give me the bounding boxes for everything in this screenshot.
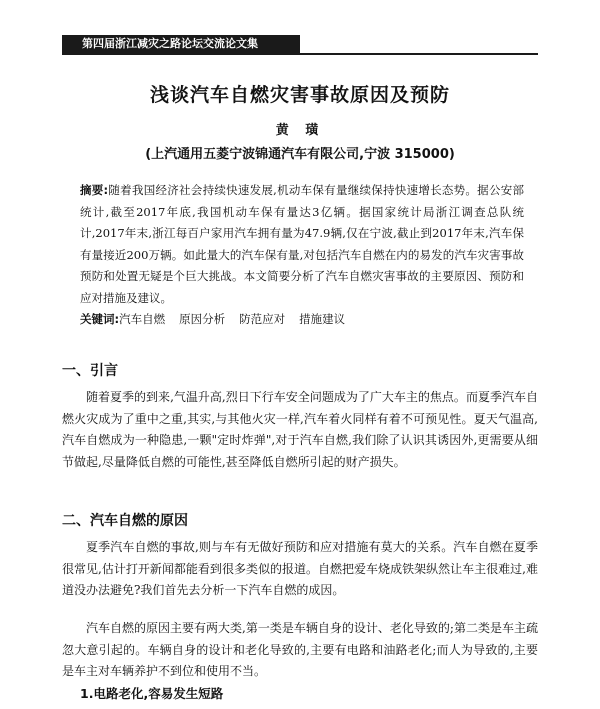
abstract-text: 随着我国经济社会持续快速发展,机动车保有量继续保持快速增长态势。据公安部统计,截至2017年底,我国机动车保有量达3亿辆。据国家统计局浙江调查总队统计,2017年末,浙江每百户家用汽车拥有量为47.9辆,仅在宁波,截止到2017年末,汽车保有量接近200万辆。如此量大的汽车保有量,对包括汽车自燃在内的易发的汽车灾害事故预防和处置无疑是个巨大挑战。本文简要分析了汽车自燃灾害事故的主要原因、预防和应对措施及建议。 bbox=[80, 183, 524, 305]
causes-paragraph-2: 汽车自燃的原因主要有两大类,第一类是车辆自身的设计、老化导致的;第二类是车主疏忽大意引起的。车辆自身的设计和老化导致的,主要有电路和油路老化;而人为导致的,主要是车主对车辆养护不到位和使用不当。 bbox=[62, 621, 538, 678]
abstract-label: 摘要: bbox=[80, 183, 109, 197]
article-title: 浅谈汽车自燃灾害事故原因及预防 bbox=[149, 84, 450, 106]
article-author: 黄 璜 bbox=[275, 123, 325, 138]
header-rule bbox=[62, 53, 538, 55]
keyword-item: 汽车自燃 bbox=[119, 312, 166, 326]
keyword-item: 措施建议 bbox=[299, 312, 346, 326]
keywords bbox=[80, 309, 524, 329]
subsection-heading-circuit-aging: 1.电路老化,容易发生短路 bbox=[80, 686, 224, 701]
introduction-paragraph: 随着夏季的到来,气温升高,烈日下行车安全问题成为了广大车主的焦点。而夏季汽车自燃火灾成为了重中之重,其实,与其他火灾一样,汽车着火同样有着不可预见性。夏天气温高,汽车自燃成为一种隐患,一颗"定时炸弹",对于汽车自燃,我们除了认识其诱因外,更需要从细节做起,尽量降低自燃的可能性,甚至降低自燃所引起的财产损失。 bbox=[62, 390, 538, 469]
section-heading-causes: 二、汽车自燃的原因 bbox=[62, 513, 188, 529]
keywords-label: 关键词: bbox=[80, 312, 120, 326]
section-heading-introduction: 一、引言 bbox=[62, 363, 118, 379]
abstract bbox=[80, 180, 524, 309]
keyword-item: 防范应对 bbox=[239, 312, 286, 326]
proceedings-series-label: 第四届浙江减灾之路论坛交流论文集 bbox=[82, 37, 258, 50]
proceedings-header bbox=[62, 35, 300, 53]
causes-paragraph-1: 夏季汽车自燃的事故,则与车有无做好预防和应对措施有莫大的关系。汽车自燃在夏季很常见,估计打开新闻都能看到很多类似的报道。自燃把爱车烧成铁架纵然让车主很难过,难道没办法避免?我们首先去分析一下汽车自燃的成因。 bbox=[62, 540, 538, 597]
article-affiliation: (上汽通用五菱宁波锦通汽车有限公司,宁波 315000) bbox=[145, 147, 455, 162]
keyword-item: 原因分析 bbox=[179, 312, 226, 326]
